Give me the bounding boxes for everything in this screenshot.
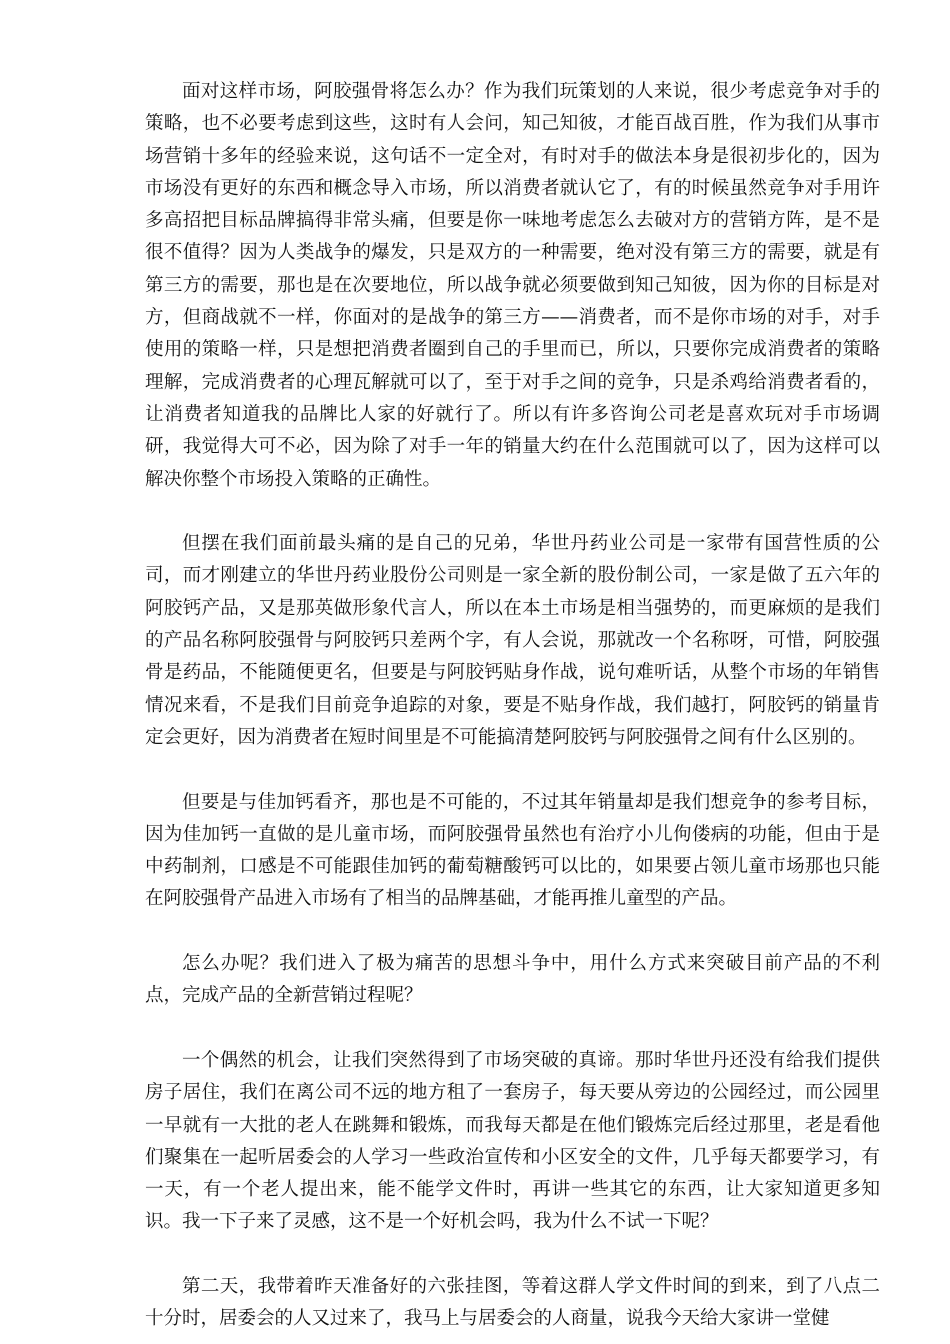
document-body (145, 76, 880, 1336)
paragraph-5: 一个偶然的机会，让我们突然得到了市场突破的真谛。那时华世丹还没有给我们提供房子居住，我们在离公司不远的地方租了一套房子，每天要从旁边的公园经过，而公园里一早就有一大批的老人在跳舞和锻炼，而我每天都是在他们锻炼完后经过那里，老是看他们聚集在一起听居委会的人学习一些政治宣传和小区安全的文件，几乎每天都要学习，有一天，有一个老人提出来，能不能学文件时，再讲一些其它的东西，让大家知道更多知识。我一下子来了灵感，这不是一个好机会吗，我为什么不试一下呢？ (145, 1049, 880, 1233)
paragraph-4: 怎么办呢？我们进入了极为痛苦的思想斗争中，用什么方式来突破目前产品的不利点，完成产品的全新营销过程呢？ (145, 953, 880, 1007)
paragraph-6: 第二天，我带着昨天准备好的六张挂图，等着这群人学文件时间的到来，到了八点二十分时，居委会的人又过来了，我马上与居委会的人商量，说我今天给大家讲一堂健 (145, 1275, 880, 1330)
paragraph-2: 但摆在我们面前最头痛的是自己的兄弟，华世丹药业公司是一家带有国营性质的公司，而才刚建立的华世丹药业股份公司则是一家全新的股份制公司，一家是做了五六年的阿胶钙产品，又是那英做形象代言人，所以在本土市场是相当强势的，而更麻烦的是我们的产品名称阿胶强骨与阿胶钙只差两个字，有人会说，那就改一个名称呀，可惜，阿胶强骨是药品，不能随便更名，但要是与阿胶钙贴身作战，说句难听话，从整个市场的年销售情况来看，不是我们目前竞争追踪的对象，要是不贴身作战，我们越打，阿胶钙的销量肯定会更好，因为消费者在短时间里是不可能搞清楚阿胶钙与阿胶强骨之间有什么区别的。 (145, 533, 880, 748)
paragraph-3: 但要是与佳加钙看齐，那也是不可能的，不过其年销量却是我们想竞争的参考目标，因为佳加钙一直做的是儿童市场，而阿胶强骨虽然也有治疗小儿佝偻病的功能，但由于是中药制剂，口感是不可能跟佳加钙的葡萄糖酸钙可以比的，如果要占领儿童市场那也只能在阿胶强骨产品进入市场有了相当的品牌基础，才能再推儿童型的产品。 (145, 791, 880, 910)
paragraph-1: 面对这样市场，阿胶强骨将怎么办？作为我们玩策划的人来说，很少考虑竞争对手的策略，也不必要考虑到这些，这时有人会问，知己知彼，才能百战百胜，作为我们从事市场营销十多年的经验来说，这句话不一定全对，有时对手的做法本身是很初步化的，因为市场没有更好的东西和概念导入市场，所以消费者就认它了，有的时候虽然竞争对手用许多高招把目标品牌搞得非常头痛，但要是你一味地考虑怎么去破对方的营销方阵，是不是很不值得？因为人类战争的爆发，只是双方的一种需要，绝对没有第三方的需要，就是有第三方的需要，那也是在次要地位，所以战争就必须要做到知己知彼，因为你的目标是对方，但商战就不一样，你面对的是战争的第三方——消费者，而不是你市场的对手，对手使用的策略一样，只是想把消费者圈到自己的手里而已，所以，只要你完成消费者的策略理解，完成消费者的心理瓦解就可以了，至于对手之间的竞争，只是杀鸡给消费者看的，让消费者知道我的品牌比人家的好就行了。所以有许多咨询公司老是喜欢玩对手市场调研，我觉得大可不必，因为除了对手一年的销量大约在什么范围就可以了，因为这样可以解决你整个市场投入策略的正确性。 (145, 81, 880, 490)
